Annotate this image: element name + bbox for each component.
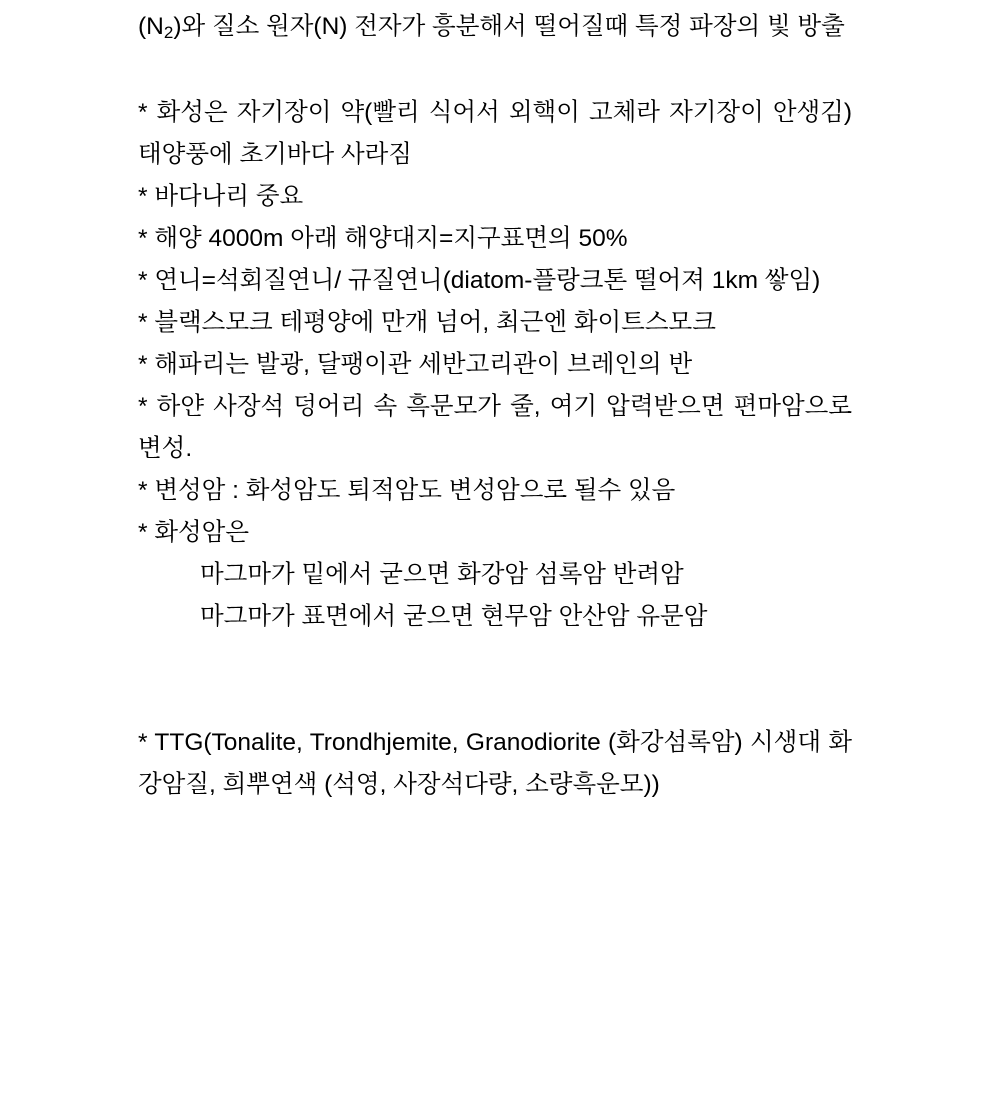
paragraph-nitrogen-emission xyxy=(138,6,852,50)
section-gap xyxy=(138,638,852,722)
paragraph-mars-magnetic-field: * 화성은 자기장이 약(빨리 식어서 외핵이 고체라 자기장이 안생김) 태양풍에 초기바다 사라짐 xyxy=(138,99,852,168)
paragraph-metamorphic-rock: * 변성암 : 화성암도 퇴적암도 변성암으로 될수 있음 xyxy=(138,477,676,504)
subscript-2: 2 xyxy=(163,23,174,42)
paragraph-ocean-depth: * 해양 4000m 아래 해양대지=지구표면의 50% xyxy=(138,225,628,252)
text-pre: (N xyxy=(138,13,164,40)
paragraph-plagioclase-biotite: * 하얀 사장석 덩어리 속 흑문모가 줄, 여기 압력받으면 편마암으로 변성. xyxy=(138,393,852,462)
blank-line xyxy=(138,50,852,92)
paragraph-ttg: * TTG(Tonalite, Trondhjemite, Granodiorite (화강섬록암) 시생대 화강암질, 희뿌연색 (석영, 사장석다량, 소량흑운모)) xyxy=(138,729,852,798)
paragraph-ooze-types: * 연니=석회질연니/ 규질연니(diatom-플랑크톤 떨어져 1km 쌓임) xyxy=(138,267,821,294)
paragraph-black-smoker: * 블랙스모크 테평양에 만개 넘어, 최근엔 화이트스모크 xyxy=(138,309,716,336)
paragraph-crinoid: * 바다나리 중요 xyxy=(138,183,304,210)
indent-extrusive-rocks: 마그마가 표면에서 굳으면 현무암 안산암 유문암 xyxy=(200,603,708,630)
text-post: )와 질소 원자(N) 전자가 흥분해서 떨어질때 특정 파장의 빛 방출 xyxy=(173,13,845,40)
document-body xyxy=(138,6,852,806)
paragraph-jellyfish: * 해파리는 발광, 달팽이관 세반고리관이 브레인의 반 xyxy=(138,351,693,378)
paragraph-igneous-rock-heading: * 화성암은 xyxy=(138,519,250,546)
indent-intrusive-rocks: 마그마가 밑에서 굳으면 화강암 섬록암 반려암 xyxy=(200,561,684,588)
